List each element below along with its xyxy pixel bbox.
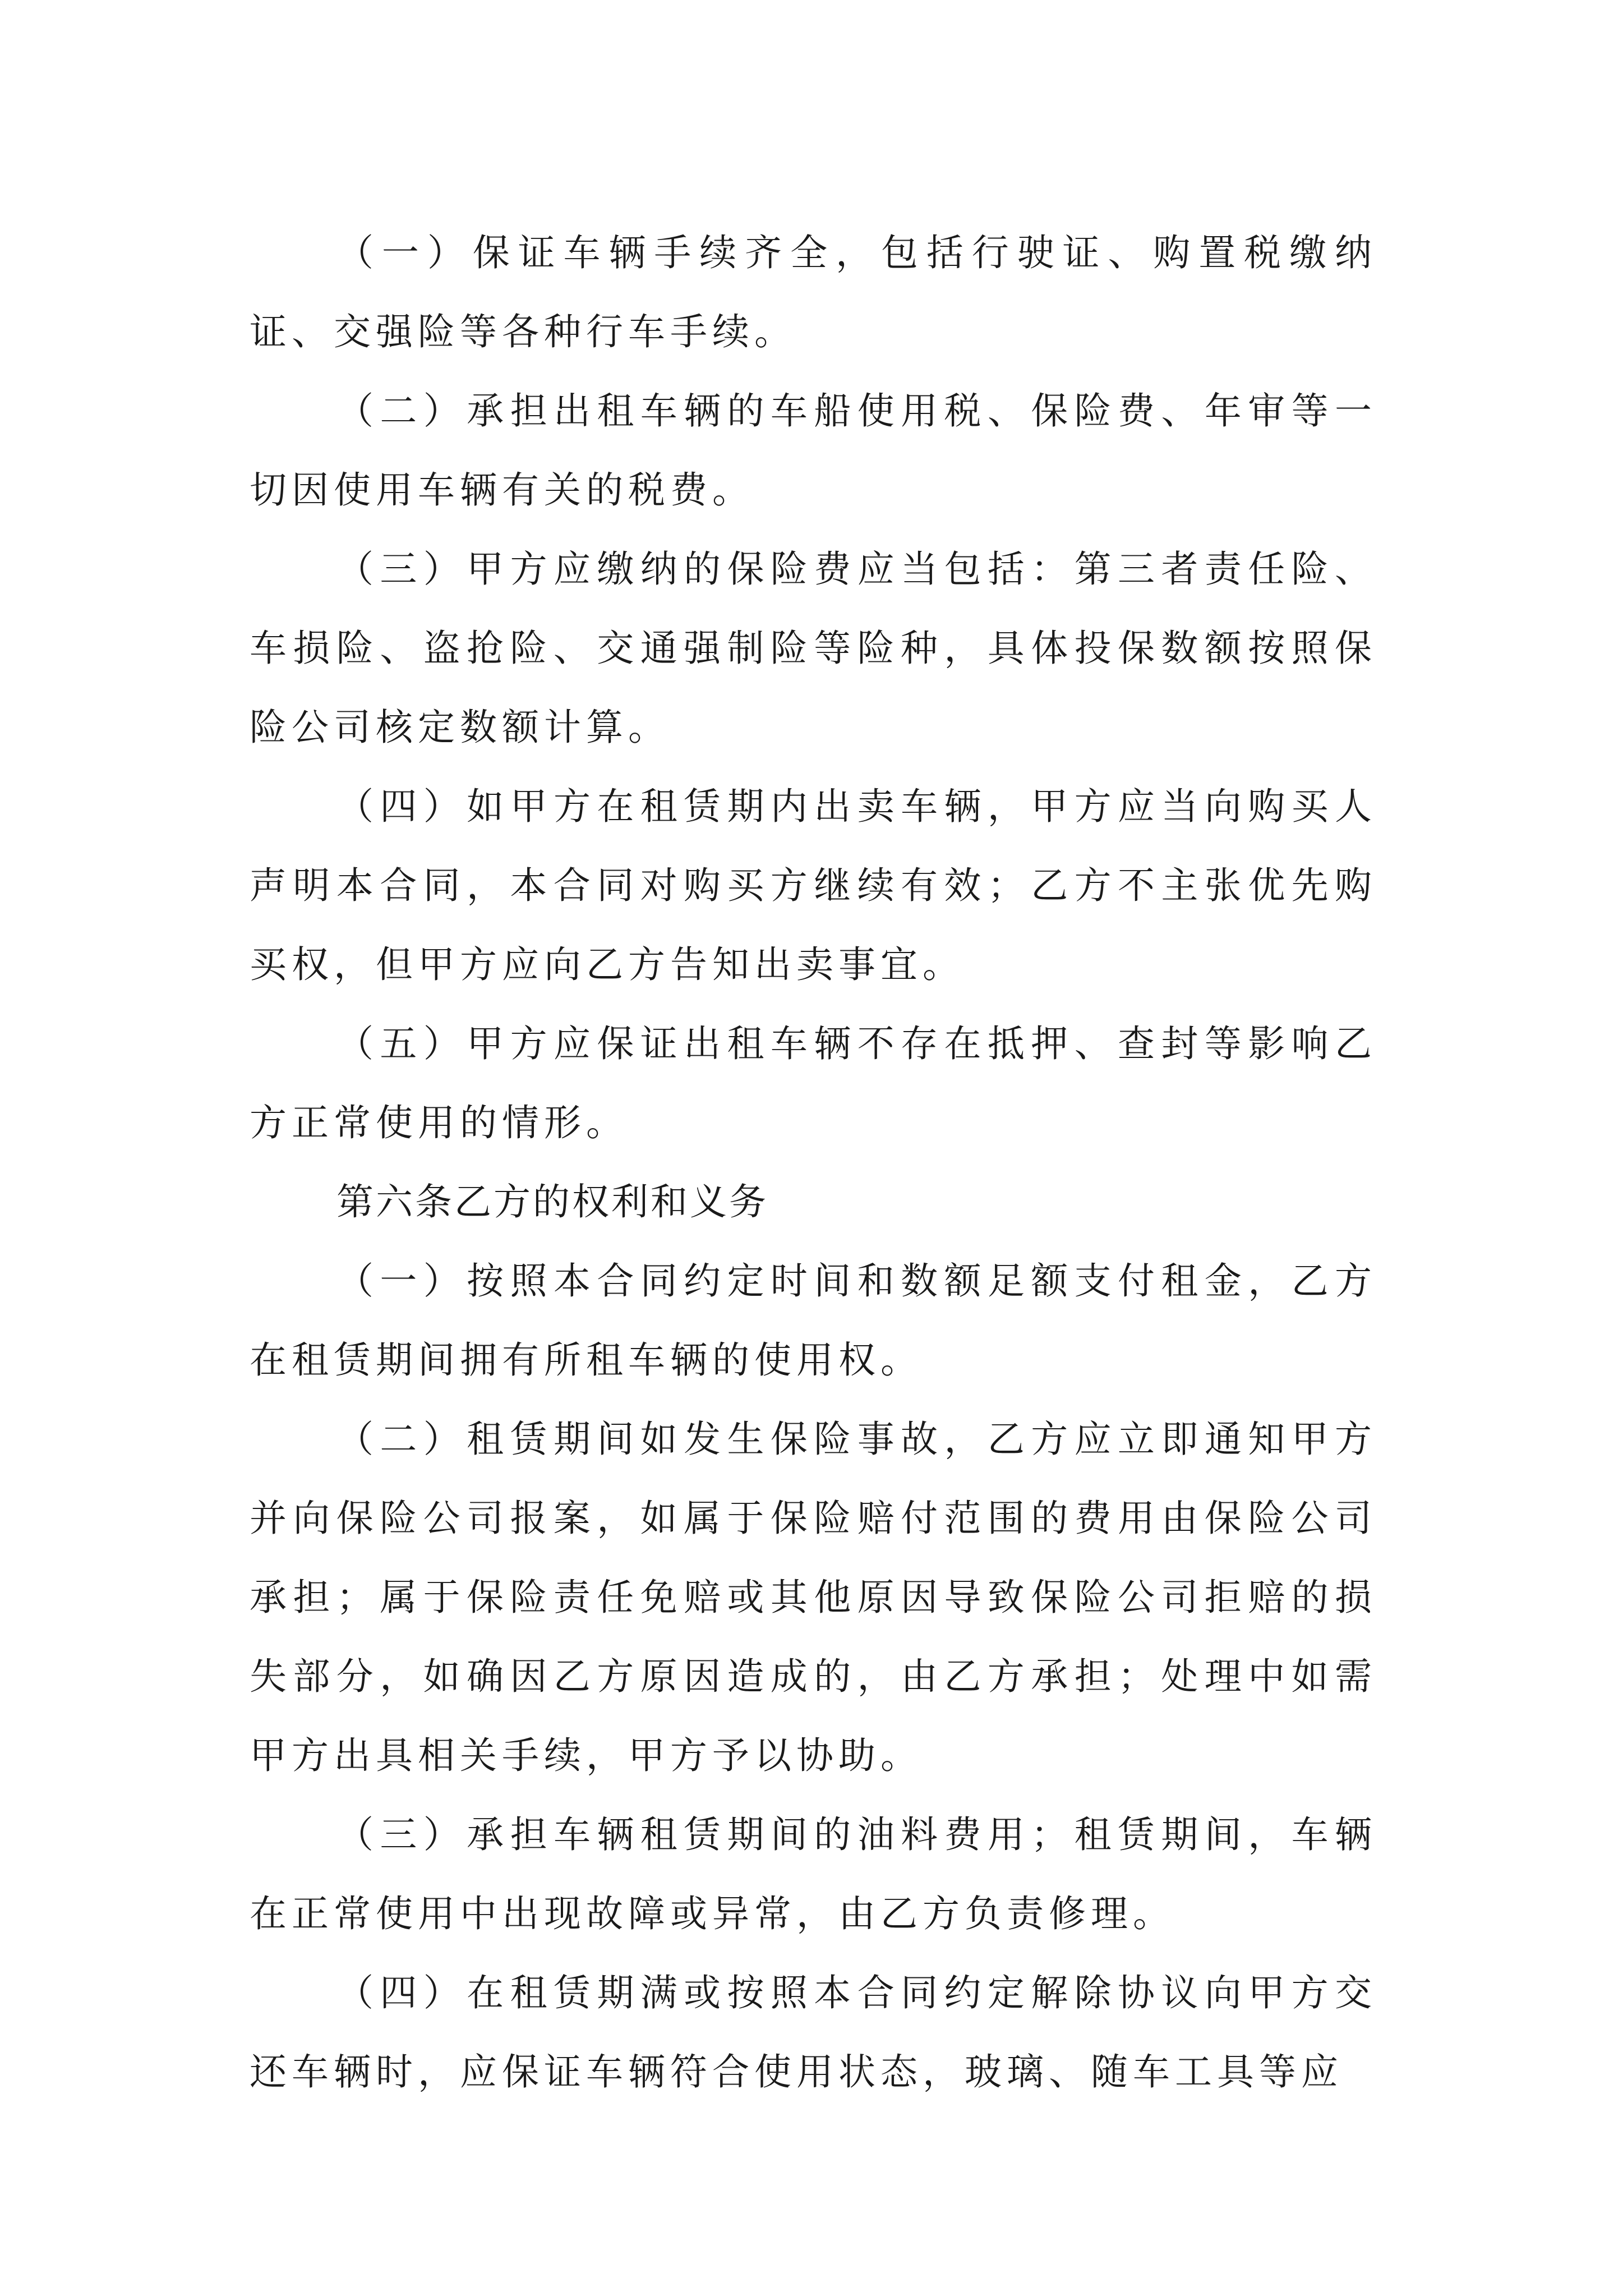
clause-paragraph-8: （三）承担车辆租赁期间的油料费用；租赁期间，车辆在正常使用中出现故障或异常，由乙方负责修理。 [250, 1813, 1377, 1935]
clause-paragraph-9: （四）在租赁期满或按照本合同约定解除协议向甲方交还车辆时，应保证车辆符合使用状态，玻璃、随车工具等应 [250, 1971, 1377, 2093]
clause-paragraph-6: （一）按照本合同约定时间和数额足额支付租金，乙方在租赁期间拥有所租车辆的使用权。 [250, 1259, 1377, 1382]
clause-paragraph-1: （一）保证车辆手续齐全，包括行驶证、购置税缴纳证、交强险等各种行车手续。 [250, 231, 1377, 353]
article-heading: 第六条乙方的权利和义务 [336, 1180, 768, 1223]
document-body [250, 213, 1377, 2111]
clause-paragraph-7: （二）租赁期间如发生保险事故，乙方应立即通知甲方并向保险公司报案，如属于保险赔付范围的费用由保险公司承担；属于保险责任免赔或其他原因导致保险公司拒赔的损失部分，如确因乙方原因造成的，由乙方承担；处理中如需甲方出具相关手续，甲方予以协助。 [250, 1418, 1377, 1777]
clause-paragraph-4: （四）如甲方在租赁期内出卖车辆，甲方应当向购买人声明本合同，本合同对购买方继续有效；乙方不主张优先购买权，但甲方应向乙方告知出卖事宜。 [250, 785, 1377, 986]
clause-paragraph-2: （二）承担出租车辆的车船使用税、保险费、年审等一切因使用车辆有关的税费。 [250, 389, 1377, 512]
clause-paragraph-3: （三）甲方应缴纳的保险费应当包括：第三者责任险、车损险、盗抢险、交通强制险等险种，具体投保数额按照保险公司核定数额计算。 [250, 547, 1377, 749]
clause-paragraph-5: （五）甲方应保证出租车辆不存在抵押、查封等影响乙方正常使用的情形。 [250, 1022, 1377, 1144]
